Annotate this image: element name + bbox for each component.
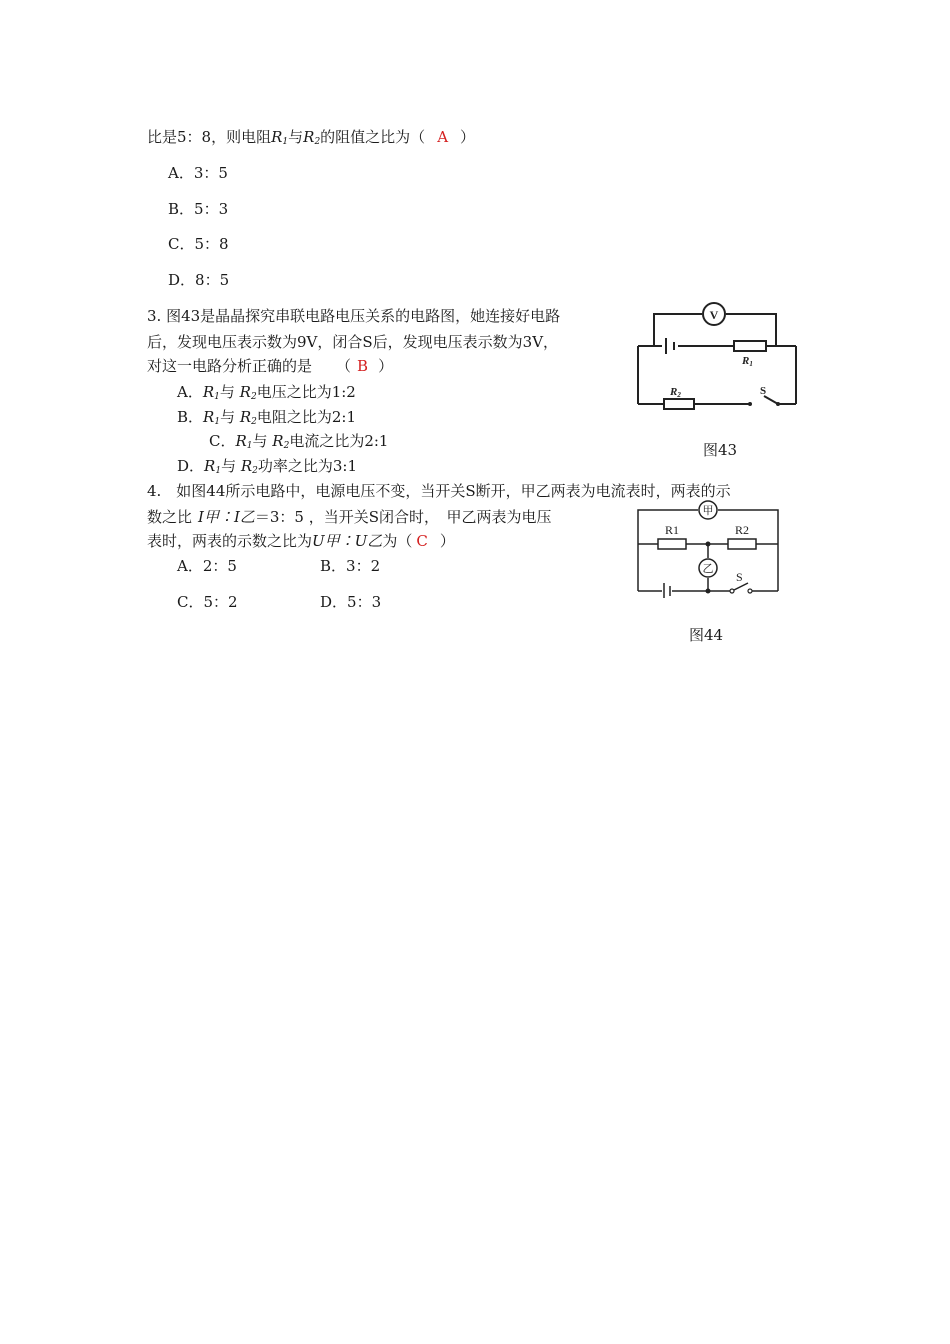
q2-option-b: B．5：3 xyxy=(168,200,229,218)
r1-label: R1 xyxy=(664,523,680,537)
q4-option-d: D．5：3 xyxy=(320,593,382,611)
resistor-r2-icon xyxy=(664,399,694,409)
meter-yi-icon xyxy=(699,559,717,577)
r1-label: R1 xyxy=(742,355,753,368)
resistor-r1-icon xyxy=(658,539,686,549)
q3-option-d: D．$R_1$与 $R_2$功率之比为3:1 xyxy=(177,457,358,476)
q3-line1: 3. 图43是晶晶探究串联电路电压关系的电路图，她连接好电路 xyxy=(147,307,561,325)
figure-43-circuit xyxy=(630,296,805,414)
q4-line1: 4. 如图44所示电路中，电源电压不变，当开关S断开，甲乙两表为电流表时，两表的示 xyxy=(147,482,731,500)
q4-line2: 数之比 I甲∶I乙＝3：5 ，当开关S闭合时， 甲乙两表为电压 xyxy=(147,508,552,526)
figure-43-caption: 图43 xyxy=(703,441,738,459)
figure-44-caption: 图44 xyxy=(689,626,724,644)
voltmeter-icon xyxy=(703,303,725,325)
q3-option-a: A．$R_1$与 $R_2$电压之比为1:2 xyxy=(177,383,356,402)
svg-text:乙: 乙 xyxy=(702,563,714,575)
q4-option-a: A．2：5 xyxy=(177,557,237,575)
battery-icon xyxy=(666,338,674,354)
switch-label: S xyxy=(760,385,767,397)
r2-label: R2 xyxy=(670,386,681,399)
q2-option-d: D．8：5 xyxy=(168,271,230,289)
svg-text:甲: 甲 xyxy=(702,505,714,517)
q4-line3: 表时，两表的示数之比为U甲∶U乙为（ C ） xyxy=(147,532,455,550)
q3-answer: B xyxy=(357,357,369,375)
q3-line2: 后，发现电压表示数为9V，闭合S后，发现电压表示数为3V， xyxy=(147,333,559,351)
switch-icon xyxy=(730,589,752,593)
q2-answer: A xyxy=(437,128,449,146)
resistor-r2-icon xyxy=(728,539,756,549)
battery-icon xyxy=(664,583,670,598)
junction-dot xyxy=(706,542,711,547)
q4-option-b: B．3：2 xyxy=(320,557,381,575)
meter-jia-icon xyxy=(699,501,717,519)
q2-option-a: A．3：5 xyxy=(168,164,228,182)
q3-option-c: C．$R_1$与 $R_2$电流之比为2:1 xyxy=(209,432,389,451)
q4-option-c: C．5：2 xyxy=(177,593,238,611)
svg-text:V: V xyxy=(709,308,719,322)
q3-line3: 对这一电路分析正确的是 （ B ） xyxy=(147,357,394,375)
resistor-r1-icon xyxy=(734,341,766,351)
q2-stem: 比是5：8，则电阻$R_1$与$R_2$的阻值之比为（ A ） xyxy=(147,128,476,147)
q3-option-b: B．$R_1$与 $R_2$电阻之比为2:1 xyxy=(177,408,357,427)
junction-dot xyxy=(706,589,711,594)
q4-answer: C xyxy=(416,532,428,550)
r2-label: R2 xyxy=(734,523,750,537)
q2-option-c: C．5：8 xyxy=(168,235,229,253)
switch-label: S xyxy=(736,570,743,584)
figure-44-circuit xyxy=(632,500,784,598)
